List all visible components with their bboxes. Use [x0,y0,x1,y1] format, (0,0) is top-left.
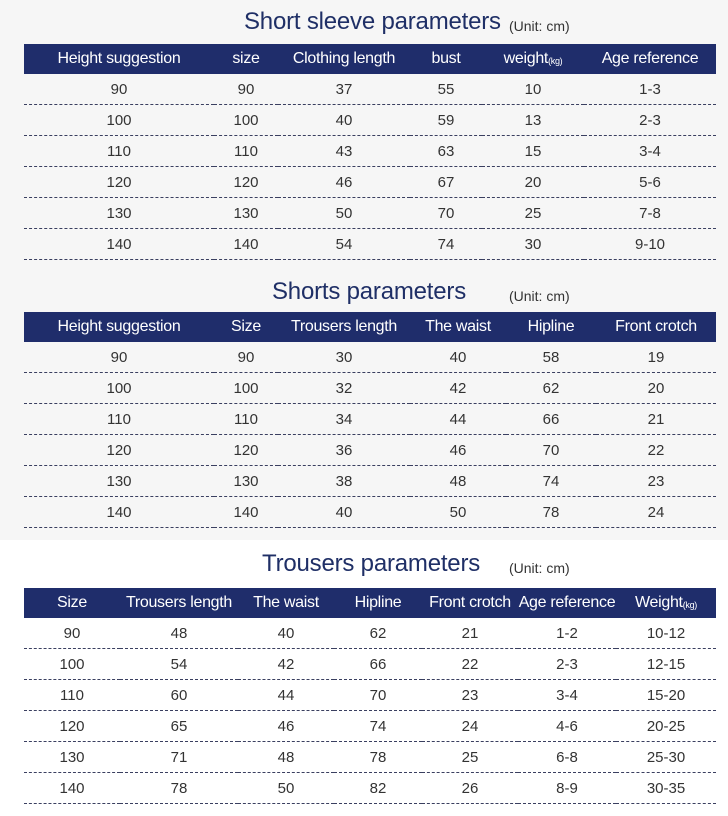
table-cell: 42 [238,649,334,680]
table-cell: 58 [506,342,596,373]
shorts-section [0,268,728,540]
table-cell: 120 [214,435,278,466]
table-cell: 78 [120,773,238,804]
short-sleeve-table [24,44,716,260]
table-cell: 100 [24,105,214,136]
column-header: Size [231,318,261,335]
table-cell: 65 [120,711,238,742]
table-cell: 24 [422,711,518,742]
table-cell: 100 [214,373,278,404]
column-header: Height suggestion [57,50,181,67]
table-cell: 110 [24,404,214,435]
table-cell: 15 [482,136,584,167]
table-cell: 110 [214,136,278,167]
table-cell: 63 [410,136,482,167]
table-cell: 120 [24,711,120,742]
table-cell: 140 [24,497,214,528]
column-header [482,44,584,74]
shorts-body [24,342,716,528]
table-cell: 2-3 [518,649,616,680]
table-row [24,618,716,649]
table-cell: 140 [214,497,278,528]
table-cell: 130 [24,466,214,497]
table-row [24,466,716,497]
table-cell: 120 [24,167,214,198]
table-cell: 23 [422,680,518,711]
table-cell: 46 [410,435,506,466]
table-cell: 20-25 [616,711,716,742]
column-header: The waist [253,594,319,611]
weight-label: weight [503,50,549,67]
table-cell: 4-6 [518,711,616,742]
table-cell: 1-2 [518,618,616,649]
table-cell: 37 [278,74,410,105]
column-header: Hipline [527,318,575,335]
table-cell: 54 [120,649,238,680]
table-cell: 110 [24,680,120,711]
table-cell: 130 [24,198,214,229]
table-cell: 100 [214,105,278,136]
table-cell: 90 [24,74,214,105]
table-cell: 13 [482,105,584,136]
table-cell: 90 [24,342,214,373]
column-header [616,588,716,618]
table-cell: 74 [334,711,422,742]
table-cell: 140 [24,229,214,260]
table-cell: 50 [278,198,410,229]
table-row [24,773,716,804]
table-cell: 19 [596,342,716,373]
table-cell: 3-4 [584,136,716,167]
column-header: Age reference [601,50,699,67]
table-header-row [24,588,716,618]
table-cell: 10-12 [616,618,716,649]
column-header: bust [431,50,461,67]
table-cell: 90 [214,342,278,373]
short-sleeve-title-row [0,4,728,44]
table-cell: 46 [278,167,410,198]
table-cell: 30 [482,229,584,260]
table-cell: 26 [422,773,518,804]
table-cell: 6-8 [518,742,616,773]
table-header-row [24,312,716,342]
table-cell: 40 [278,497,410,528]
table-cell: 44 [238,680,334,711]
table-cell: 100 [24,373,214,404]
table-cell: 130 [24,742,120,773]
table-cell: 140 [24,773,120,804]
table-cell: 70 [410,198,482,229]
table-cell: 1-3 [584,74,716,105]
column-header: Front crotch [429,594,511,611]
table-cell: 32 [278,373,410,404]
table-cell: 110 [24,136,214,167]
table-cell: 66 [506,404,596,435]
table-cell: 10 [482,74,584,105]
table-cell: 25 [482,198,584,229]
table-cell: 90 [24,618,120,649]
table-cell: 22 [596,435,716,466]
table-cell: 60 [120,680,238,711]
table-cell: 67 [410,167,482,198]
short-sleeve-body [24,74,716,260]
table-cell: 7-8 [584,198,716,229]
table-row [24,342,716,373]
table-cell: 21 [596,404,716,435]
table-cell: 62 [334,618,422,649]
trousers-section [0,540,728,816]
table-row [24,711,716,742]
table-cell: 82 [334,773,422,804]
table-cell: 71 [120,742,238,773]
table-cell: 34 [278,404,410,435]
table-row [24,373,716,404]
table-cell: 55 [410,74,482,105]
table-cell: 78 [334,742,422,773]
table-header-row [24,44,716,74]
table-cell: 78 [506,497,596,528]
table-cell: 74 [506,466,596,497]
column-header: Hipline [354,594,402,611]
table-cell: 24 [596,497,716,528]
table-row [24,229,716,260]
table-cell: 36 [278,435,410,466]
table-row [24,497,716,528]
table-cell: 12-15 [616,649,716,680]
table-cell: 54 [278,229,410,260]
table-cell: 25-30 [616,742,716,773]
table-cell: 43 [278,136,410,167]
table-cell: 40 [278,105,410,136]
column-header: Clothing length [292,50,396,67]
table-cell: 22 [422,649,518,680]
table-row [24,649,716,680]
short-sleeve-section [0,0,728,268]
column-header: Size [57,594,87,611]
column-header: size [232,50,260,67]
table-cell: 40 [238,618,334,649]
table-cell: 30-35 [616,773,716,804]
table-cell: 48 [410,466,506,497]
column-header: Height suggestion [57,318,181,335]
table-cell: 50 [410,497,506,528]
column-header: Trousers length [125,594,233,611]
table-cell: 30 [278,342,410,373]
trousers-table [24,588,716,804]
table-cell: 8-9 [518,773,616,804]
table-cell: 120 [24,435,214,466]
short-sleeve-title: Short sleeve parameters [244,8,501,35]
table-cell: 21 [422,618,518,649]
table-cell: 2-3 [584,105,716,136]
table-cell: 120 [214,167,278,198]
trousers-title: Trousers parameters [262,550,481,577]
column-header: The waist [425,318,491,335]
table-cell: 48 [238,742,334,773]
table-cell: 70 [506,435,596,466]
short-sleeve-unit: (Unit: cm) [509,18,570,34]
table-cell: 9-10 [584,229,716,260]
table-cell: 140 [214,229,278,260]
shorts-title: Shorts parameters [272,278,467,305]
table-cell: 23 [596,466,716,497]
table-cell: 40 [410,342,506,373]
table-cell: 70 [334,680,422,711]
trousers-unit: (Unit: cm) [509,560,570,576]
table-cell: 50 [238,773,334,804]
table-cell: 20 [482,167,584,198]
column-header: Front crotch [615,318,697,335]
table-row [24,74,716,105]
table-cell: 66 [334,649,422,680]
table-cell: 44 [410,404,506,435]
table-cell: 46 [238,711,334,742]
table-cell: 62 [506,373,596,404]
trousers-title-row [0,544,728,584]
table-cell: 25 [422,742,518,773]
table-row [24,136,716,167]
table-row [24,198,716,229]
table-cell: 42 [410,373,506,404]
table-row [24,167,716,198]
table-cell: 100 [24,649,120,680]
table-cell: 38 [278,466,410,497]
table-row [24,435,716,466]
table-cell: 59 [410,105,482,136]
table-row [24,742,716,773]
table-cell: 90 [214,74,278,105]
weight-unit: (kg) [682,600,698,610]
table-cell: 130 [214,198,278,229]
shorts-table [24,312,716,528]
table-cell: 110 [214,404,278,435]
table-cell: 74 [410,229,482,260]
weight-unit: (kg) [548,56,563,66]
table-cell: 20 [596,373,716,404]
table-cell: 15-20 [616,680,716,711]
trousers-body [24,618,716,804]
column-header: Trousers length [290,318,398,335]
shorts-title-row [0,272,728,312]
table-row [24,680,716,711]
shorts-unit: (Unit: cm) [509,288,570,304]
column-header: Age reference [518,594,616,611]
table-cell: 3-4 [518,680,616,711]
table-cell: 48 [120,618,238,649]
weight-label: Weight [634,594,683,611]
table-cell: 5-6 [584,167,716,198]
table-cell: 130 [214,466,278,497]
table-row [24,404,716,435]
table-row [24,105,716,136]
